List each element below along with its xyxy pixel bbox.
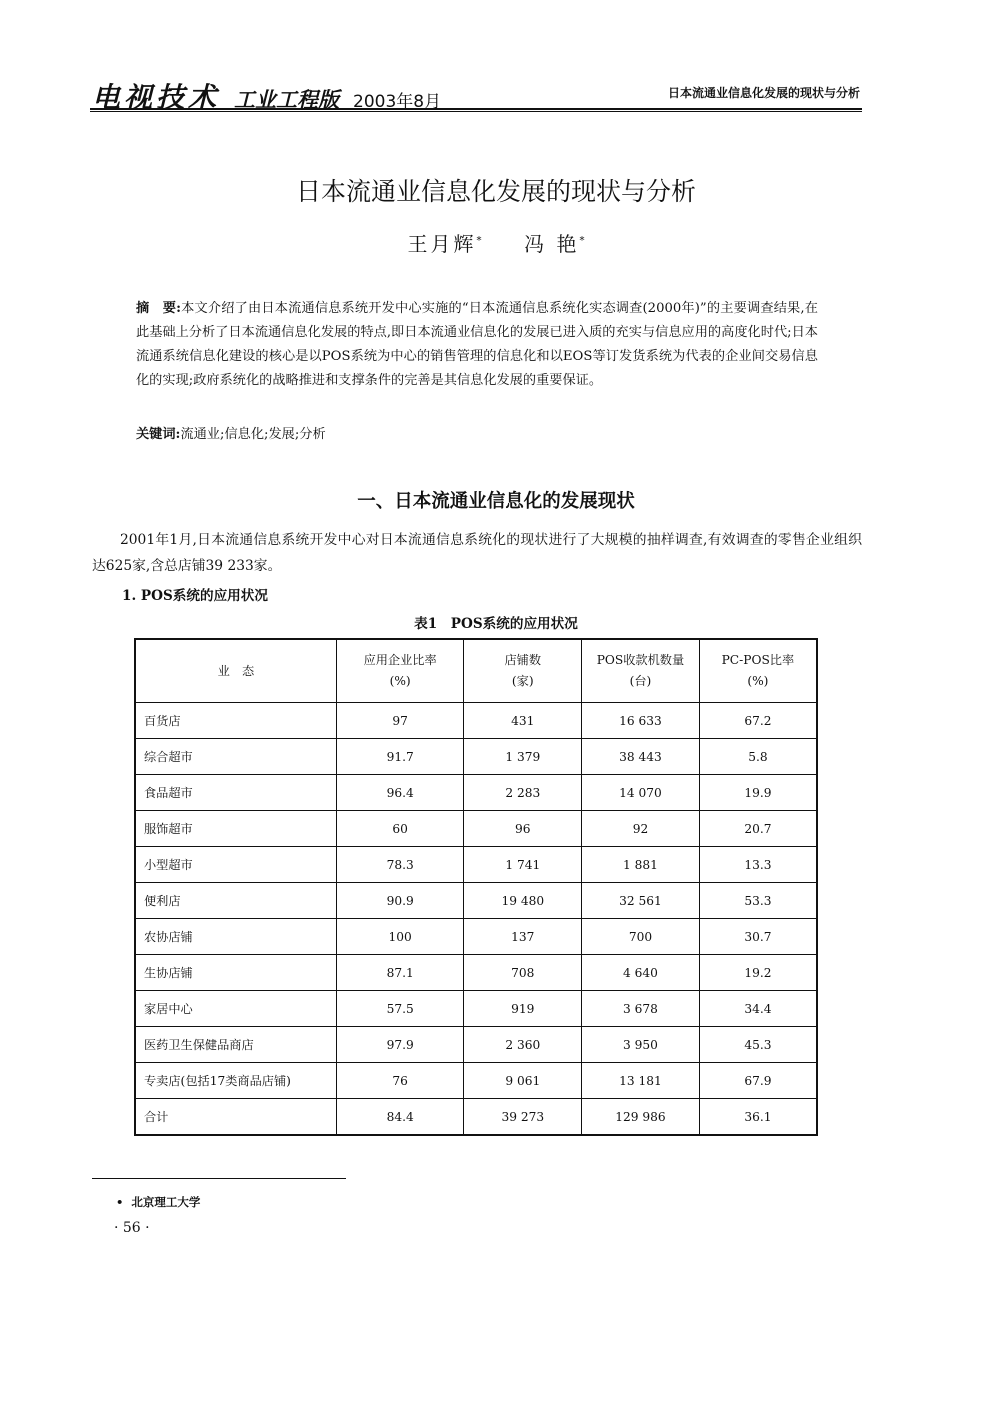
table-cell-category: 食品超市 (135, 775, 336, 811)
table-cell-value: 431 (464, 703, 582, 739)
table-header-row (135, 639, 817, 703)
table-cell-value: 4 640 (582, 955, 700, 991)
table-cell-value: 708 (464, 955, 582, 991)
table-cell-category: 便利店 (135, 883, 336, 919)
header-rule-thin (90, 111, 862, 112)
table-cell-value: 1 881 (582, 847, 700, 883)
table-row (135, 847, 817, 883)
author-name: 王月辉 (407, 232, 477, 256)
footnote (116, 1194, 200, 1210)
table-cell-value: 16 633 (582, 703, 700, 739)
table-cell-category: 小型超市 (135, 847, 336, 883)
table-cell-value: 39 273 (464, 1099, 582, 1136)
footnote-rule (92, 1178, 346, 1179)
table-caption: 表1 POS系统的应用状况 (414, 616, 578, 632)
table-row (135, 919, 817, 955)
table-cell-category: 服饰超市 (135, 811, 336, 847)
table-cell-value: 3 678 (582, 991, 700, 1027)
table-row (135, 1027, 817, 1063)
table-cell-value: 92 (582, 811, 700, 847)
body-paragraph: 2001年1月,日本流通信息系统开发中心对日本流通信息系统化的现状进行了大规模的抽样调查,有效调查的零售企业组织达625家,含总店铺39 233家。 (92, 532, 862, 574)
table-cell-value: 14 070 (582, 775, 700, 811)
keywords-label: 关键词: (136, 427, 181, 442)
table-cell-category: 家居中心 (135, 991, 336, 1027)
author-name: 冯 艳 (524, 232, 580, 256)
table-cell-value: 1 379 (464, 739, 582, 775)
table-header-cell: 店铺数 (家) (464, 639, 582, 703)
table-cell-category: 专卖店(包括17类商品店铺) (135, 1063, 336, 1099)
running-title: 日本流通业信息化发展的现状与分析 (667, 86, 860, 100)
table-row (135, 1063, 817, 1099)
table-row (135, 955, 817, 991)
abstract (136, 297, 818, 393)
table-cell-value: 97.9 (336, 1027, 464, 1063)
table-cell-value: 90.9 (336, 883, 464, 919)
page-number: · 56 · (114, 1220, 150, 1236)
table-row (135, 991, 817, 1027)
table-cell-value: 20.7 (699, 811, 817, 847)
table-cell-value: 19.9 (699, 775, 817, 811)
table-cell-value: 96 (464, 811, 582, 847)
journal-date: 2003年8月 (353, 92, 442, 112)
table-header-cell: 业 态 (135, 639, 336, 703)
table-cell-category: 生协店铺 (135, 955, 336, 991)
table-cell-value: 45.3 (699, 1027, 817, 1063)
table-cell-value: 19 480 (464, 883, 582, 919)
table-cell-value: 34.4 (699, 991, 817, 1027)
table-cell-category: 医药卫生保健品商店 (135, 1027, 336, 1063)
table-cell-category: 综合超市 (135, 739, 336, 775)
table-cell-value: 97 (336, 703, 464, 739)
table-cell-value: 87.1 (336, 955, 464, 991)
table-header-cell: PC-POS比率 (%) (699, 639, 817, 703)
table-cell-value: 96.4 (336, 775, 464, 811)
keywords-text: 流通业;信息化;发展;分析 (180, 427, 326, 442)
abstract-label: 摘 要: (136, 301, 181, 316)
abstract-text: 本文介绍了由日本流通信息系统开发中心实施的“日本流通信息系统化实态调查(2000年)”的主要调查结果,在此基础上分析了日本流通信息化发展的特点,即日本流通业信息化的发展已进入质的充实与信息应用的高度化时代;日本流通系统信息化建设的核心是以POS系统为中心的销售管理的信息化和以EOS等订发货系统为代表的企业间交易信息化的实现;政府系统化的战略推进和支撑条件的完善是其信息化发展的重要保证。 (136, 301, 818, 388)
table-row (135, 1099, 817, 1136)
table-cell-value: 91.7 (336, 739, 464, 775)
table-cell-value: 38 443 (582, 739, 700, 775)
footnote-affiliation: 北京理工大学 (131, 1195, 201, 1209)
table-row (135, 775, 817, 811)
keywords (136, 425, 818, 445)
table-cell-value: 60 (336, 811, 464, 847)
table-cell-value: 53.3 (699, 883, 817, 919)
table-cell-value: 84.4 (336, 1099, 464, 1136)
author-line (0, 228, 992, 257)
subsection-heading: 1. POS系统的应用状况 (122, 588, 268, 604)
journal-masthead (92, 76, 442, 114)
table-cell-value: 36.1 (699, 1099, 817, 1136)
table-cell-value: 9 061 (464, 1063, 582, 1099)
journal-edition: 工业工程版 (234, 87, 340, 112)
table-cell-category: 百货店 (135, 703, 336, 739)
table-cell-value: 13 181 (582, 1063, 700, 1099)
table-cell-value: 30.7 (699, 919, 817, 955)
pos-table (134, 638, 818, 1136)
table-cell-value: 67.9 (699, 1063, 817, 1099)
table-row (135, 703, 817, 739)
table-cell-value: 3 950 (582, 1027, 700, 1063)
author-mark: * (476, 235, 482, 247)
table-header-cell: POS收款机数量 (台) (582, 639, 700, 703)
table-cell-value: 13.3 (699, 847, 817, 883)
table-cell-category: 合计 (135, 1099, 336, 1136)
article-title: 日本流通业信息化发展的现状与分析 (295, 177, 696, 206)
table-cell-value: 129 986 (582, 1099, 700, 1136)
table-cell-value: 2 360 (464, 1027, 582, 1063)
table-cell-value: 5.8 (699, 739, 817, 775)
footnote-marker: • (116, 1195, 124, 1209)
table-cell-value: 100 (336, 919, 464, 955)
table-cell-value: 1 741 (464, 847, 582, 883)
table-row (135, 811, 817, 847)
table-header-cell: 应用企业比率 (%) (336, 639, 464, 703)
table-row (135, 739, 817, 775)
author-mark: * (579, 235, 585, 247)
table-cell-value: 19.2 (699, 955, 817, 991)
table-cell-value: 76 (336, 1063, 464, 1099)
table-cell-value: 67.2 (699, 703, 817, 739)
table-cell-value: 137 (464, 919, 582, 955)
table-cell-value: 32 561 (582, 883, 700, 919)
table-cell-value: 2 283 (464, 775, 582, 811)
table-body (135, 703, 817, 1136)
header-rule (90, 108, 862, 110)
table-cell-category: 农协店铺 (135, 919, 336, 955)
table-cell-value: 919 (464, 991, 582, 1027)
table-row (135, 883, 817, 919)
table-cell-value: 78.3 (336, 847, 464, 883)
table-cell-value: 700 (582, 919, 700, 955)
journal-brand: 电视技术 (92, 81, 221, 114)
table-cell-value: 57.5 (336, 991, 464, 1027)
section-heading: 一、日本流通业信息化的发展现状 (357, 491, 635, 512)
